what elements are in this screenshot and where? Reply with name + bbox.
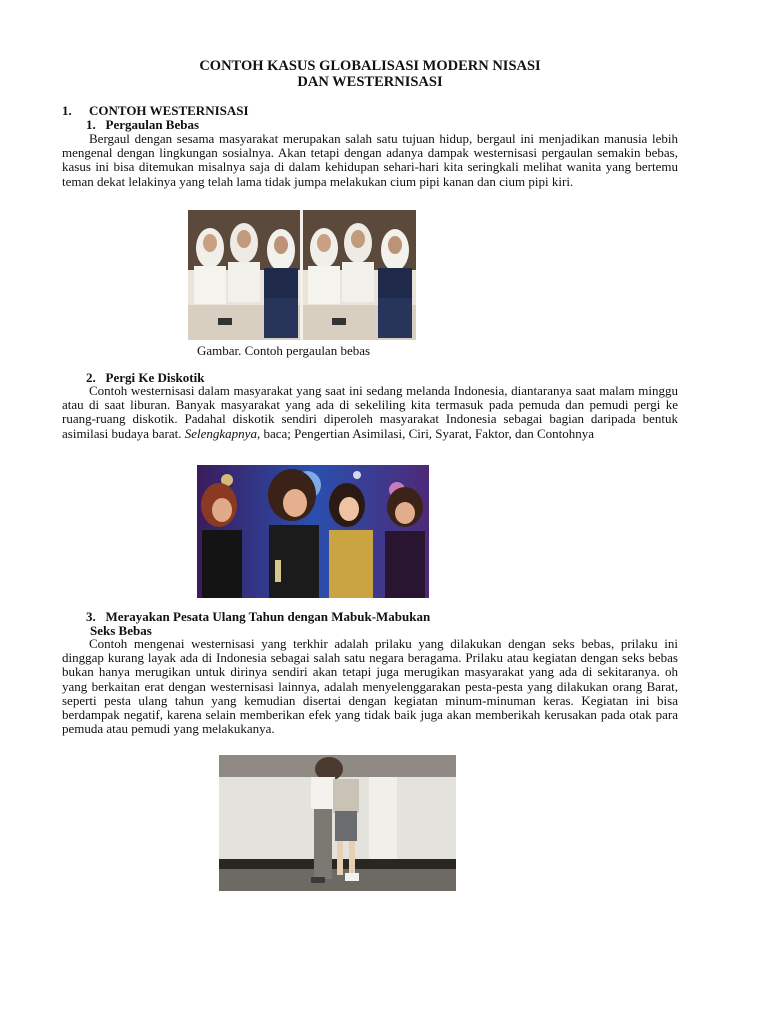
section-1-title: CONTOH WESTERNISASI <box>89 103 249 118</box>
item-1-paragraph <box>62 132 678 189</box>
item-1-title: Pergaulan Bebas <box>105 117 200 132</box>
discotheque-photo <box>197 465 429 598</box>
item-2-paragraph-text-start: Contoh westernisasi dalam masyarakat yang saat ini sedang melanda Indonesia, diantaranya saat malam minggu atau di saat liburan. Banyak masyarakat yang ada di sekeliling kita termasuk pada pemuda dan pemudi pergi ke ruang-ruang diskotik. Padahal diskotik sendiri diperoleh masyarakat Indonesia sebagai bagian daripada bentuk asimilasi budaya barat. <box>62 383 678 441</box>
item-3-number: 3. <box>86 609 96 624</box>
section-1-heading <box>62 103 249 118</box>
free-association-photo <box>188 210 416 340</box>
free-sex-photo <box>219 755 456 891</box>
photo-1-caption: Gambar. Contoh pergaulan bebas <box>197 343 371 358</box>
item-1-paragraph-text: Bergaul dengan sesama masyarakat merupakan salah satu tujuan hidup, bergaul ini menjadikan manusia lebih mengenal dengan lingkungan sosialnya. Akan tetapi dengan adanya dampak westernisasi pergaulan semakin bebas, kasus ini bisa ditemukan misalnya saja di dalam kehidupan sehari-hari kita seringkali melihat wanita yang bertemu teman dekat lelakinya yang telah lama tidak jumpa melakukan cium pipi kanan dan cium pipi kiri. <box>62 131 678 189</box>
item-2-title: Pergi Ke Diskotik <box>105 370 205 385</box>
item-2-paragraph <box>62 384 678 441</box>
item-2-number: 2. <box>86 370 96 385</box>
item-3-subheading: Seks Bebas <box>90 623 152 638</box>
item-1-number: 1. <box>86 117 96 132</box>
item-3-paragraph-text: Contoh mengenai westernisasi yang terkhir adalah prilaku yang dilakukan dengan seks bebas, prilaku ini dinggap kurang layak ada di Indonesia sebagai salah satu negara beragama. Prilaku atau kegiatan dengan seks bebas bukan hanya merugikan untuk dirinya sendiri akan tetapi juga merugikan masyarakat yang ada di sekitaranya. oh yang berkaitan erat dengan westernisasi lainnya, adalah menyelenggarakan pesta-pesta yang dilakukan orang Barat, seperti pesta ulang tahun yang kemudian disertai dengan kegiatan minum-minuman keras. Kegiatan ini bisa berdampak negatif, karena selain memberikan efek yang tidak baik juga akan memberikah kerusakan pada otak para pemuda atau pemudi yang melakukanya. <box>62 636 678 737</box>
item-3-heading <box>86 609 430 624</box>
item-1-heading <box>86 117 199 132</box>
item-2-paragraph-text-end: , baca; Pengertian Asimilasi, Ciri, Syarat, Faktor, dan Contohnya <box>256 425 595 441</box>
item-3-paragraph <box>62 637 678 736</box>
document-title-line-2: DAN WESTERNISASI <box>297 74 443 90</box>
section-1-number: 1. <box>62 103 72 118</box>
document-title-line-1: CONTOH KASUS GLOBALISASI MODERN NISASI <box>199 58 541 74</box>
item-3-title: Merayakan Pesata Ulang Tahun dengan Mabuk-Mabukan <box>105 609 431 624</box>
item-2-link-text[interactable]: Selengkapnya <box>184 425 257 441</box>
